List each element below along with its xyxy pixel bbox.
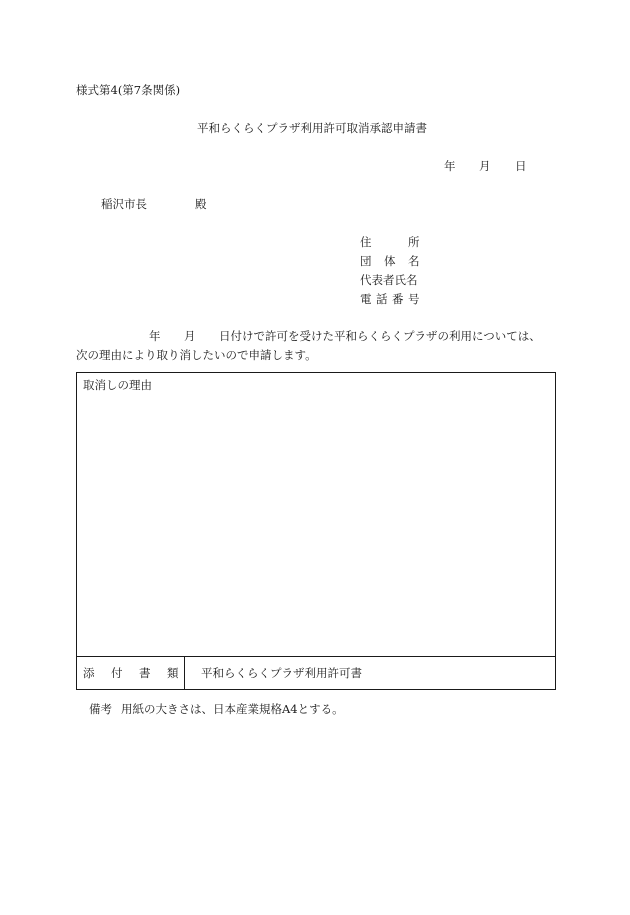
address-char-1: 住 [360, 235, 372, 249]
reason-label: 取消しの理由 [83, 378, 152, 392]
attachments-label [83, 668, 179, 682]
date-year-label: 年 [444, 159, 456, 173]
body-year-label: 年 [149, 329, 161, 343]
note-text: 用紙の大きさは、日本産業規格A4とする。 [121, 702, 344, 716]
body-text-line-1: 日付けで許可を受けた平和らくらくプラザの利用については、 [219, 329, 541, 343]
attachments-char-1: 添 [83, 666, 95, 680]
attachments-char-3: 書 [139, 666, 151, 680]
attachments-value: 平和らくらくプラザ利用許可書 [201, 666, 362, 680]
body-text-line-2: 次の理由により取り消したいので申請します。 [76, 348, 317, 362]
form-number: 様式第4(第7条関係) [76, 83, 181, 97]
date-day-label: 日 [515, 159, 527, 173]
reason-table [76, 372, 556, 690]
address-char-2: 所 [408, 235, 420, 249]
addressee-suffix: 殿 [195, 197, 207, 211]
note-label: 備考 [89, 702, 112, 716]
group-char-3: 名 [408, 254, 420, 268]
table-column-divider [184, 656, 185, 689]
group-char-2: 体 [384, 254, 396, 268]
phone-char-4: 号 [408, 292, 420, 306]
date-month-label: 月 [479, 159, 491, 173]
group-char-1: 団 [360, 254, 372, 268]
applicant-representative-label: 代表者氏名 [360, 273, 418, 287]
addressee-name: 稲沢市長 [101, 197, 147, 211]
body-month-label: 月 [184, 329, 196, 343]
attachments-char-4: 類 [167, 666, 179, 680]
table-divider [77, 656, 555, 657]
document-title: 平和らくらくプラザ利用許可取消承認申請書 [197, 121, 427, 135]
attachments-char-2: 付 [111, 666, 123, 680]
phone-char-2: 話 [376, 292, 388, 306]
phone-char-1: 電 [360, 292, 372, 306]
phone-char-3: 番 [392, 292, 404, 306]
